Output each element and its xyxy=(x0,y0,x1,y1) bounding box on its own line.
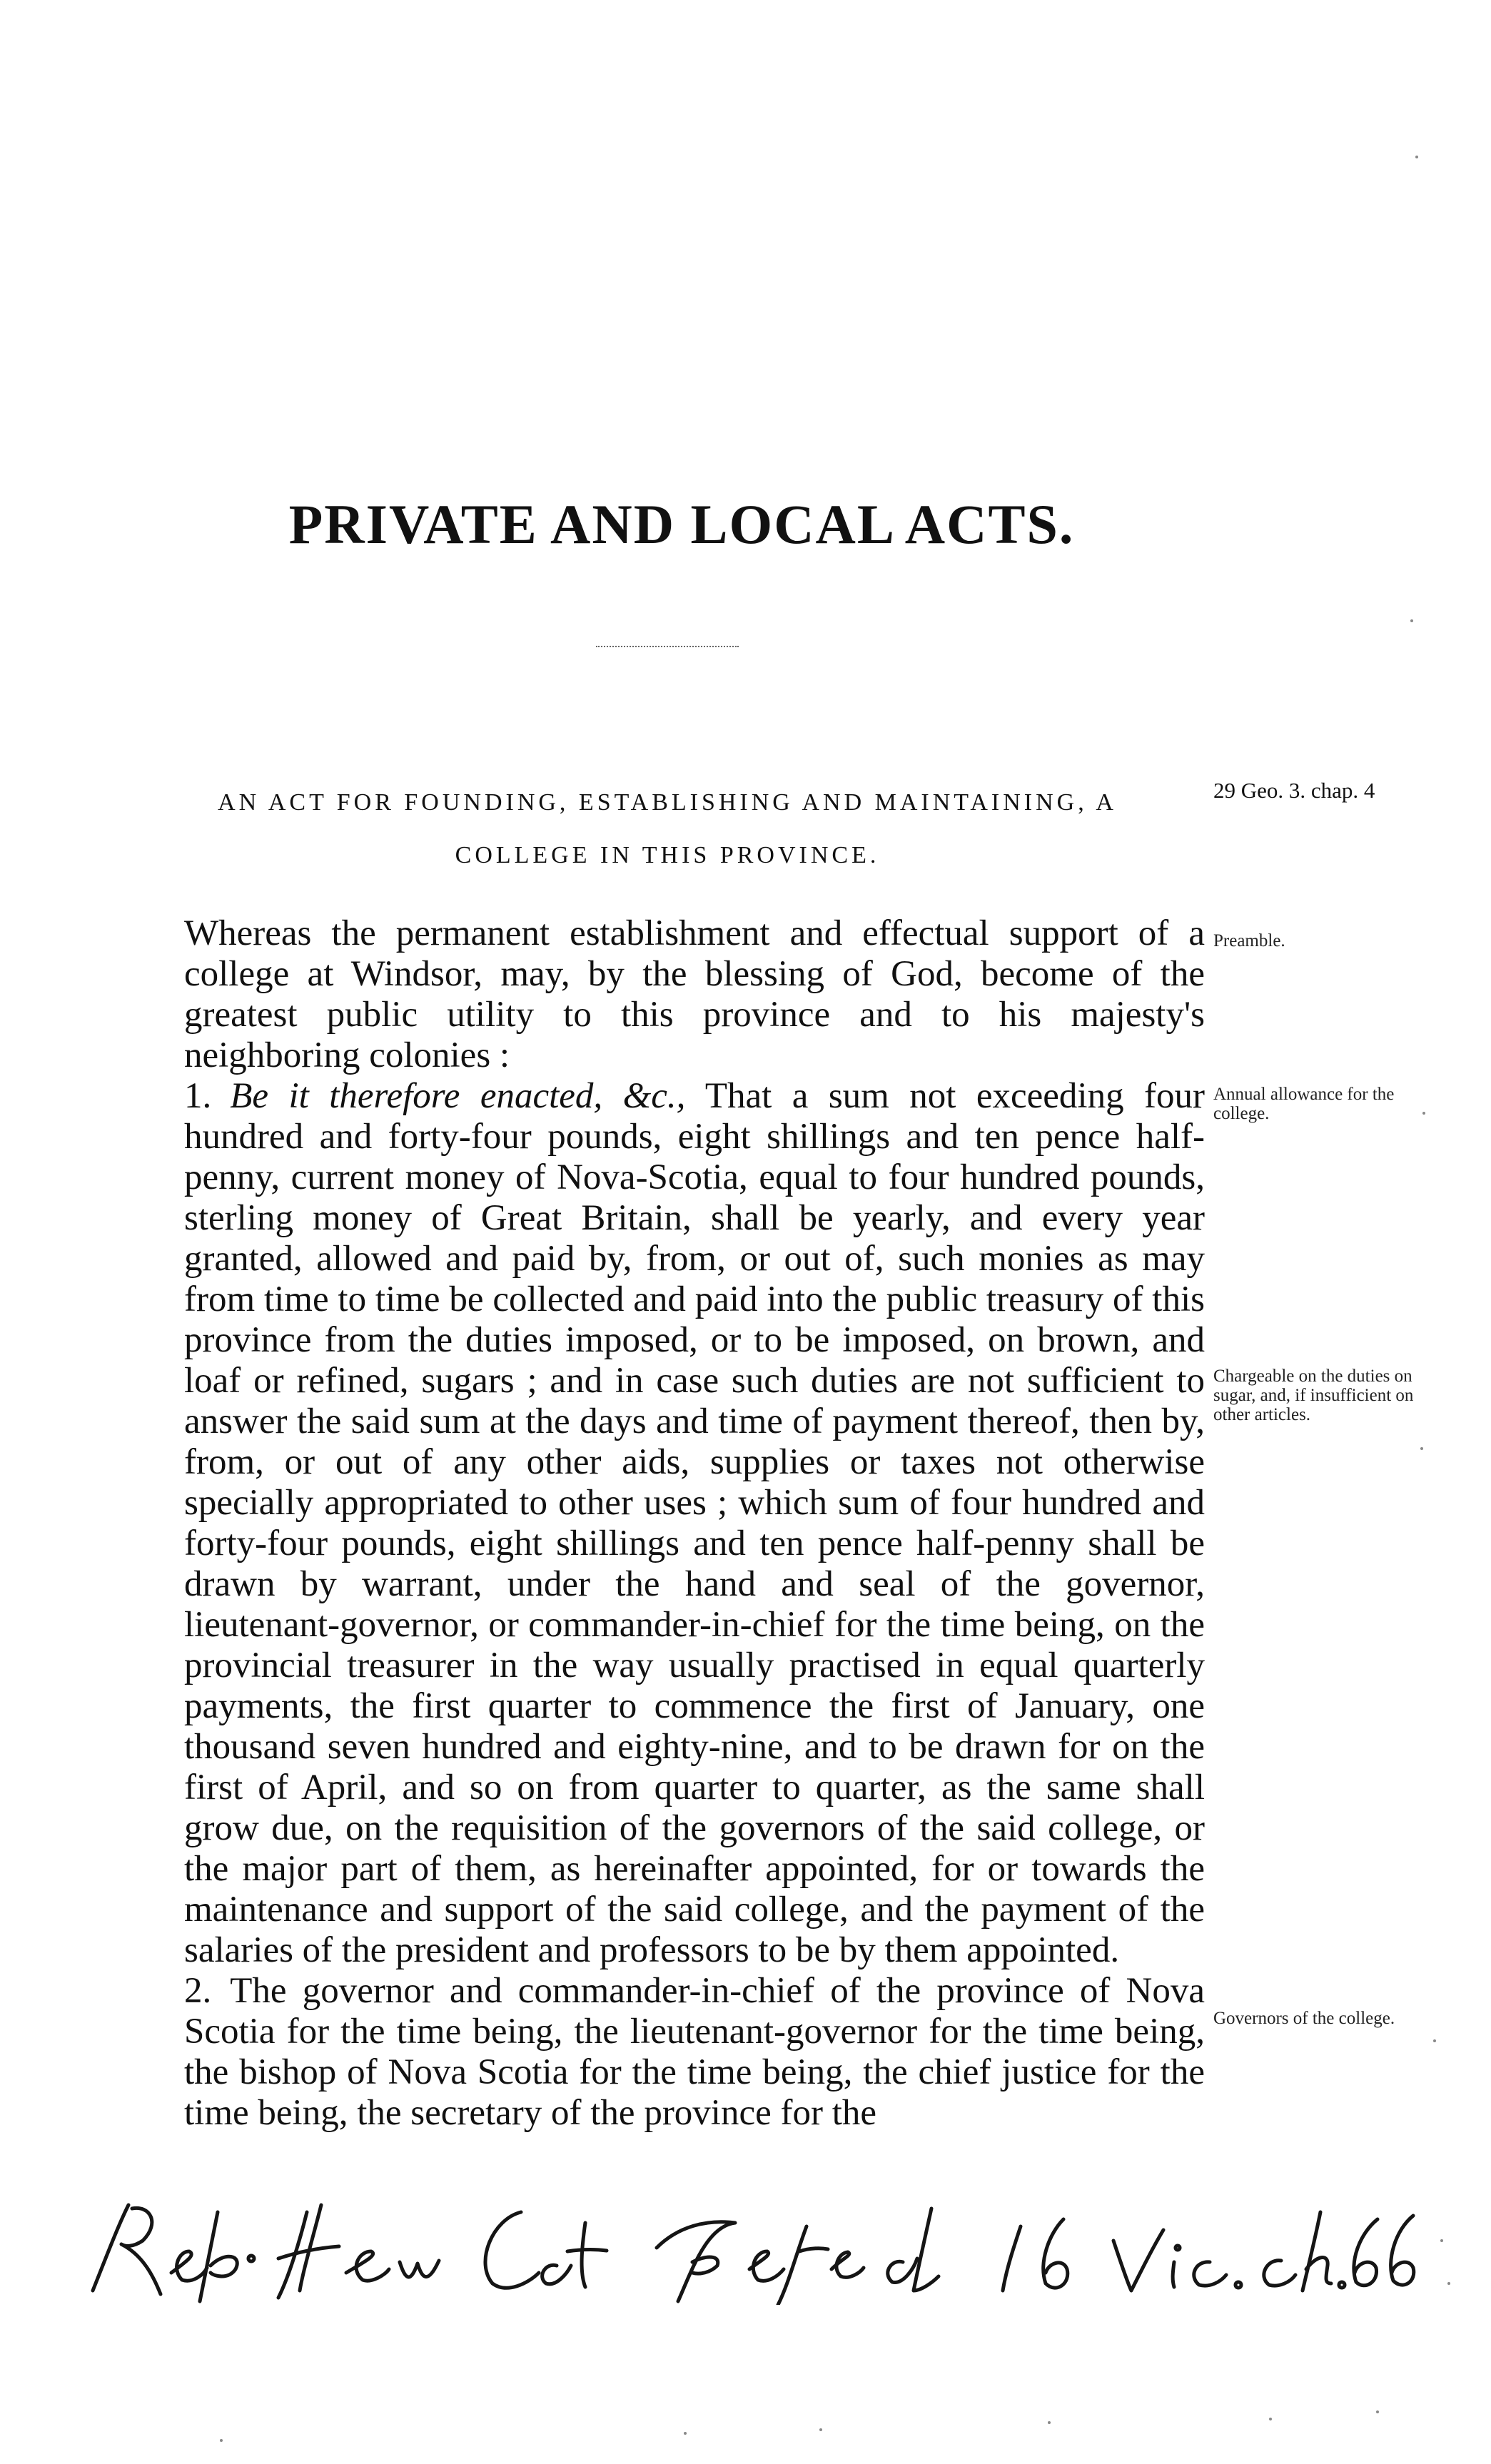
section-1-number: 1. xyxy=(184,1076,212,1116)
act-heading-line1: AN ACT FOR FOUNDING, ESTABLISHING AND MAINTAINING, A xyxy=(218,789,1117,816)
section-1-paragraph xyxy=(184,1076,1205,1971)
act-body xyxy=(184,913,1205,2134)
margin-note-preamble: Preamble. xyxy=(1213,931,1285,950)
act-heading-line2: COLLEGE IN THIS PROVINCE. xyxy=(455,842,880,868)
section-1-enacting-clause: Be it therefore enacted, &c., xyxy=(230,1076,686,1116)
statute-citation: 29 Geo. 3. chap. 4 xyxy=(1213,778,1375,803)
page-title: PRIVATE AND LOCAL ACTS. xyxy=(288,493,1075,555)
section-2-paragraph xyxy=(184,1971,1205,2134)
section-1-text: That a sum not exceeding four hundred and forty-four pounds, eight shillings and ten pence half-penny, current money of Nova-Scotia, equal to four hundred pounds, sterling money of Great Britain, shall be yearly, and every year granted, allowed and paid by, from, or out of, such monies as may from time to time be collected and paid into the public treasury of this province from the duties imposed, or to be imposed, on brown, and loaf or refined, sugars ; and in case such duties are not sufficient to answer the said sum at the days and time of payment thereof, then by, from, or out of any other aids, supplies or taxes not otherwise specially appropriated to other uses ; which sum of four hundred and forty-four pounds, eight shillings and ten pence half-penny shall be drawn by warrant, under the hand and seal of the governor, lieutenant-governor, or commander-in-chief for the time being, on the provincial treasurer in the way usually practised in equal quarterly payments, the first quarter to commence the first of January, one thousand seven hundred and eighty-nine, and to be drawn for on the first of April, and so on from quarter to quarter, as the same shall grow due, on the requisition of the governors of the said college, or the major part of them, as hereinafter appointed, for or towards the maintenance and support of the said college, and the payment of the salaries of the president and professors to be by them appointed. xyxy=(184,1076,1205,1970)
preamble-paragraph: Whereas the permanent establishment and effectual support of a college at Windsor, may, by the blessing of God, become of the greatest public utility to this province and to his majesty's neighboring colonies : xyxy=(184,913,1205,1075)
margin-note-chargeable: Chargeable on the duties on sugar, and, if insufficient on other articles. xyxy=(1213,1367,1414,1424)
handwritten-annotation xyxy=(64,2184,1420,2305)
section-2-text: The governor and commander-in-chief of the province of Nova Scotia for the time being, the lieutenant-governor for the time being, the bishop of Nova Scotia for the time being, the chief justice for the time being, the secretary of the province for the xyxy=(184,1971,1205,2133)
section-2-number: 2. xyxy=(184,1971,212,2011)
act-heading xyxy=(153,776,1181,882)
margin-note-governors: Governors of the college. xyxy=(1213,2009,1395,2028)
title-divider xyxy=(596,646,739,647)
margin-note-allowance: Annual allowance for the college. xyxy=(1213,1085,1395,1123)
